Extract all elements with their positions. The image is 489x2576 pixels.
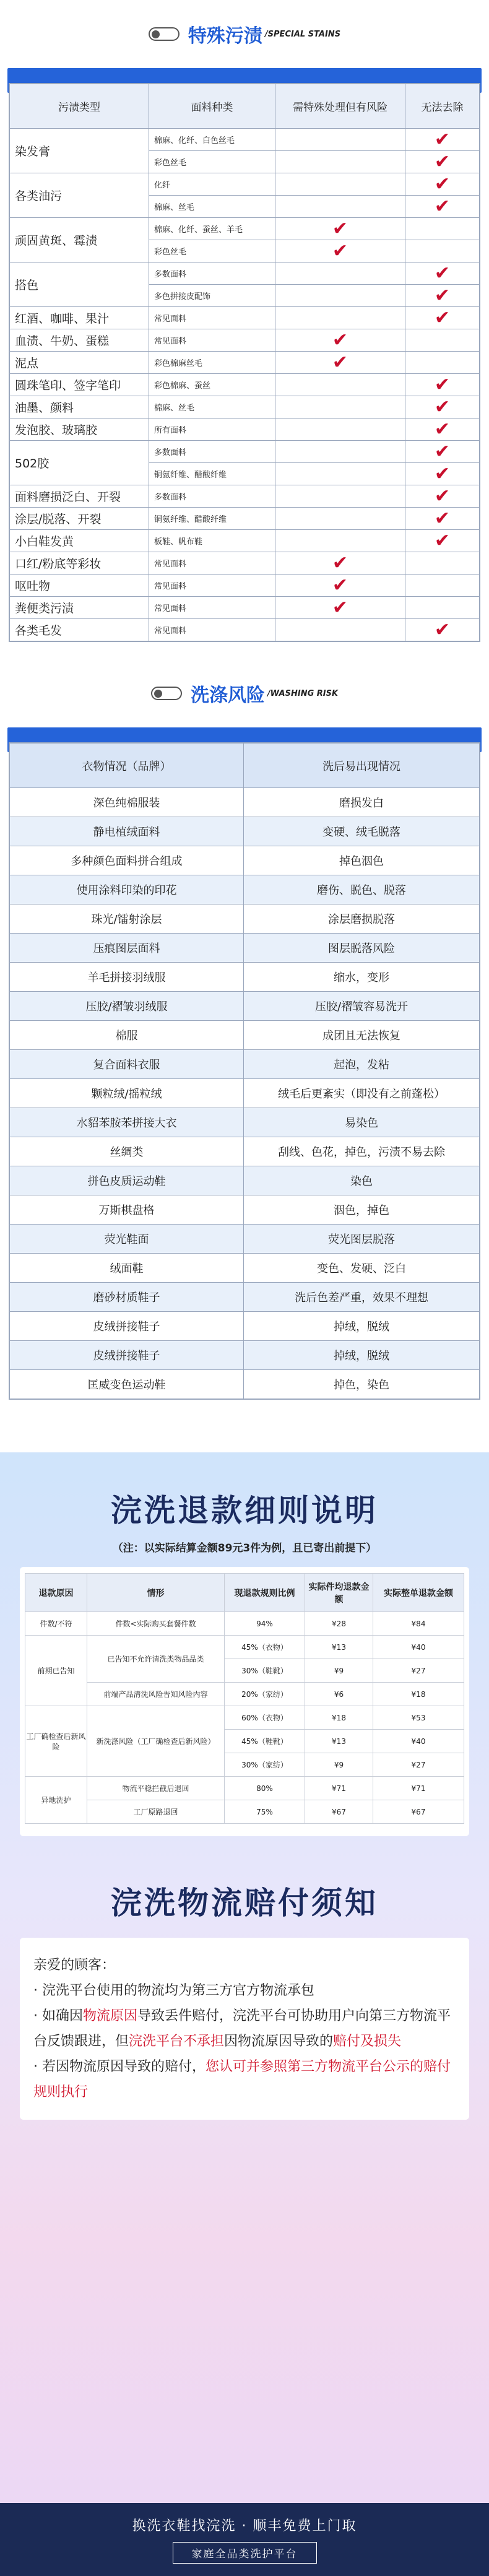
- risk-item: 万斯棋盘格: [10, 1195, 244, 1225]
- risk-row: [10, 1312, 480, 1341]
- risk-table-wrapper: [9, 742, 480, 1400]
- refund-total: ¥18: [373, 1683, 464, 1706]
- stain-row: [10, 329, 480, 352]
- footer-slogan: 换洗衣鞋找浣洗 · 顺丰免费上门取: [132, 2518, 357, 2534]
- stain-type: 泥点: [10, 352, 149, 374]
- refund-pct: 20%（家纺）: [225, 1683, 305, 1706]
- refund-card: [20, 1567, 469, 1836]
- stain-risk-cell: [275, 418, 405, 441]
- stain-type: 呕吐物: [10, 575, 149, 597]
- stain-risk-cell: [275, 307, 405, 329]
- risk-result: 荧光图层脱落: [244, 1225, 480, 1254]
- stain-risk-cell: [275, 396, 405, 418]
- stain-fabric: 多数面料: [149, 485, 275, 508]
- risk-row: [10, 1166, 480, 1195]
- stain-cannot-cell: [405, 173, 480, 196]
- stain-cannot-cell: [405, 151, 480, 173]
- stain-risk-cell: [275, 597, 405, 619]
- check-icon: ✔: [434, 396, 451, 418]
- risk-table-body: [10, 788, 480, 1399]
- check-icon: ✔: [434, 173, 451, 195]
- check-icon: ✔: [434, 462, 451, 485]
- risk-row: [10, 1254, 480, 1283]
- stain-cannot-cell: [405, 262, 480, 285]
- stain-fabric: 常见面料: [149, 575, 275, 597]
- refund-case: 工厂原路退回: [87, 1800, 225, 1824]
- check-icon: ✔: [332, 596, 348, 618]
- risk-item: 荧光鞋面: [10, 1225, 244, 1254]
- stain-type: 发泡胶、玻璃胶: [10, 418, 149, 441]
- refund-total: ¥67: [373, 1800, 464, 1824]
- stain-cannot-cell: [405, 285, 480, 307]
- risk-row: [10, 992, 480, 1021]
- stain-fabric: 多色拼接皮配饰: [149, 285, 275, 307]
- stain-risk-cell: [275, 374, 405, 396]
- stain-cannot-cell: [405, 240, 480, 262]
- stain-cannot-cell: [405, 619, 480, 641]
- check-icon: ✔: [434, 128, 451, 150]
- risk-result: 掉色洇色: [244, 846, 480, 875]
- refund-per: ¥9: [305, 1659, 373, 1683]
- stain-row: [10, 262, 480, 285]
- stain-risk-cell: [275, 196, 405, 218]
- stain-type: 顽固黄斑、霉渍: [10, 218, 149, 262]
- risk-item: 复合面料衣服: [10, 1050, 244, 1079]
- risk-result: 掉绒，脱绒: [244, 1312, 480, 1341]
- refund-total: ¥40: [373, 1636, 464, 1659]
- risk-result: 变色、发硬、泛白: [244, 1254, 480, 1283]
- stain-row: [10, 552, 480, 575]
- stain-type: 红酒、咖啡、果汁: [10, 307, 149, 329]
- refund-pct: 60%（衣物）: [225, 1706, 305, 1730]
- risk-item: 静电植绒面料: [10, 817, 244, 846]
- stain-cannot-cell: [405, 441, 480, 463]
- risk-item: 绒面鞋: [10, 1254, 244, 1283]
- refund-per: ¥71: [305, 1777, 373, 1800]
- stain-cannot-cell: [405, 352, 480, 374]
- refund-pct: 30%（鞋靴）: [225, 1659, 305, 1683]
- check-icon: ✔: [332, 351, 348, 373]
- stain-row: [10, 307, 480, 329]
- stain-risk-cell: [275, 619, 405, 641]
- risk-row: [10, 788, 480, 817]
- refund-case: 件数<实际购买套餐件数: [87, 1612, 225, 1636]
- stain-row: [10, 352, 480, 374]
- logistics-card: [20, 1938, 469, 2120]
- risk-row: [10, 1195, 480, 1225]
- risk-item: 压胶/褶皱羽绒服: [10, 992, 244, 1021]
- risk-row: [10, 934, 480, 963]
- refund-table-body: [25, 1612, 464, 1824]
- risk-result: 绒毛后更紊实（即没有之前蓬松）: [244, 1079, 480, 1108]
- logistics-title: 浣洗物流赔付须知: [111, 1885, 378, 1921]
- risk-title: 洗涤风险: [190, 685, 265, 706]
- risk-item: 拼色皮质运动鞋: [10, 1166, 244, 1195]
- refund-pct: 45%（衣物）: [225, 1636, 305, 1659]
- refund-total: ¥27: [373, 1753, 464, 1777]
- stains-subtitle: /SPECIAL STAINS: [264, 29, 341, 39]
- risk-row: [10, 1370, 480, 1399]
- risk-result: 图层脱落风险: [244, 934, 480, 963]
- stain-cannot-cell: [405, 597, 480, 619]
- risk-row: [10, 846, 480, 875]
- refund-per: ¥28: [305, 1612, 373, 1636]
- risk-row: [10, 1021, 480, 1050]
- stain-fabric: 多数面料: [149, 441, 275, 463]
- stain-type: 染发膏: [10, 129, 149, 173]
- stain-cannot-cell: [405, 218, 480, 240]
- stain-type: 小白鞋发黄: [10, 530, 149, 552]
- stain-type: 搭色: [10, 262, 149, 307]
- stain-fabric: 彩色棉麻丝毛: [149, 352, 275, 374]
- risk-item: 羊毛拼接羽绒服: [10, 963, 244, 992]
- risk-result: 掉色，染色: [244, 1370, 480, 1399]
- check-icon: ✔: [332, 574, 348, 596]
- stains-header-fabric: 面料种类: [149, 84, 275, 129]
- toggle-icon: [151, 687, 182, 700]
- stain-row: [10, 485, 480, 508]
- refund-pct: 75%: [225, 1800, 305, 1824]
- stain-risk-cell: [275, 129, 405, 151]
- refund-total: ¥27: [373, 1659, 464, 1683]
- risk-item: 颗粒绒/摇粒绒: [10, 1079, 244, 1108]
- stain-row: [10, 129, 480, 151]
- stain-risk-cell: [275, 151, 405, 173]
- stain-cannot-cell: [405, 374, 480, 396]
- stain-risk-cell: [275, 530, 405, 552]
- footer-tagline: 家庭全品类洗护平台: [173, 2542, 317, 2564]
- stain-cannot-cell: [405, 196, 480, 218]
- risk-row: [10, 1079, 480, 1108]
- stain-cannot-cell: [405, 329, 480, 352]
- check-icon: ✔: [332, 240, 348, 262]
- refund-reason: 前期已告知: [25, 1636, 87, 1706]
- stain-risk-cell: [275, 508, 405, 530]
- stain-cannot-cell: [405, 552, 480, 575]
- risk-result: 变硬、绒毛脱落: [244, 817, 480, 846]
- risk-table: [9, 743, 480, 1399]
- refund-row: [25, 1683, 464, 1706]
- refund-header-reason: 退款原因: [25, 1574, 87, 1612]
- stains-title: 特殊污渍: [188, 25, 262, 47]
- refund-per: ¥9: [305, 1753, 373, 1777]
- check-icon: ✔: [434, 195, 451, 217]
- stain-fabric: 彩色棉麻、蚕丝: [149, 374, 275, 396]
- stain-type: 502胶: [10, 441, 149, 485]
- stain-row: [10, 575, 480, 597]
- logistics-point-1: · 浣洗平台使用的物流均为第三方官方物流承包: [33, 1983, 314, 1998]
- stain-row: [10, 530, 480, 552]
- stain-row: [10, 396, 480, 418]
- risk-row: [10, 963, 480, 992]
- check-icon: ✔: [434, 150, 451, 173]
- risk-result: 易染色: [244, 1108, 480, 1137]
- stain-fabric: 常见面料: [149, 307, 275, 329]
- risk-item: 丝绸类: [10, 1137, 244, 1166]
- stain-row: [10, 619, 480, 641]
- check-icon: ✔: [332, 217, 348, 240]
- risk-row: [10, 875, 480, 904]
- stains-header-type: 污渍类型: [10, 84, 149, 129]
- stain-risk-cell: [275, 240, 405, 262]
- risk-header-result: 洗后易出现情况: [244, 744, 480, 788]
- risk-result: 压胶/褶皱容易洗开: [244, 992, 480, 1021]
- stain-risk-cell: [275, 329, 405, 352]
- risk-row: [10, 1137, 480, 1166]
- refund-per: ¥13: [305, 1730, 373, 1753]
- risk-result: 磨损发白: [244, 788, 480, 817]
- logistics-point-2: · 如确因物流原因导致丢件赔付，浣洗平台可协助用户向第三方物流平台反馈跟进，但浣洗平台不承担因物流原因导致的赔付及损失: [33, 2008, 451, 2049]
- check-icon: ✔: [434, 485, 451, 507]
- stain-fabric: 所有面料: [149, 418, 275, 441]
- footer: [0, 2503, 489, 2576]
- toggle-icon: [149, 27, 180, 41]
- refund-note: （注：以实际结算金额89元3件为例，且已寄出前提下）: [112, 1542, 377, 1555]
- risk-row: [10, 1225, 480, 1254]
- risk-item: 磨砂材质鞋子: [10, 1283, 244, 1312]
- stain-cannot-cell: [405, 575, 480, 597]
- risk-result: 磨伤、脱色、脱落: [244, 875, 480, 904]
- stain-cannot-cell: [405, 508, 480, 530]
- risk-result: 染色: [244, 1166, 480, 1195]
- refund-reason: 工厂确检查后新风险: [25, 1706, 87, 1777]
- risk-item: 压痕图层面料: [10, 934, 244, 963]
- stain-risk-cell: [275, 463, 405, 485]
- stain-cannot-cell: [405, 129, 480, 151]
- refund-header-per: 实际件均退款金额: [305, 1574, 373, 1612]
- stain-row: [10, 218, 480, 240]
- refund-title: 浣洗退款细则说明: [111, 1493, 378, 1529]
- refund-total: ¥40: [373, 1730, 464, 1753]
- stains-table-wrapper: [9, 83, 480, 642]
- stain-cannot-cell: [405, 530, 480, 552]
- stain-fabric: 板鞋、帆布鞋: [149, 530, 275, 552]
- stain-type: 圆珠笔印、签字笔印: [10, 374, 149, 396]
- refund-pct: 45%（鞋靴）: [225, 1730, 305, 1753]
- risk-item: 多种颜色面料拼合组成: [10, 846, 244, 875]
- check-icon: ✔: [434, 507, 451, 529]
- check-icon: ✔: [434, 373, 451, 396]
- stain-row: [10, 418, 480, 441]
- stain-fabric: 多数面料: [149, 262, 275, 285]
- risk-item: 棉服: [10, 1021, 244, 1050]
- stain-type: 各类油污: [10, 173, 149, 218]
- stain-fabric: 常见面料: [149, 597, 275, 619]
- risk-item: 使用涂料印染的印花: [10, 875, 244, 904]
- stain-fabric: 彩色丝毛: [149, 240, 275, 262]
- risk-row: [10, 1341, 480, 1370]
- stain-row: [10, 508, 480, 530]
- refund-header-total: 实际整单退款金额: [373, 1574, 464, 1612]
- risk-section-header: [0, 659, 489, 727]
- check-icon: ✔: [434, 284, 451, 306]
- stain-fabric: 彩色丝毛: [149, 151, 275, 173]
- logistics-greeting: 亲爱的顾客：: [33, 1958, 116, 1973]
- stain-fabric: 化纤: [149, 173, 275, 196]
- refund-reason: 件数/不符: [25, 1612, 87, 1636]
- stain-risk-cell: [275, 485, 405, 508]
- risk-item: 水貂苯胺苯拼接大衣: [10, 1108, 244, 1137]
- stains-table: [9, 84, 480, 641]
- stain-fabric: 棉麻、丝毛: [149, 196, 275, 218]
- stain-fabric: 铜氨纤维、醋酸纤维: [149, 508, 275, 530]
- risk-item: 深色纯棉服装: [10, 788, 244, 817]
- stain-type: 面料磨损泛白、开裂: [10, 485, 149, 508]
- refund-case: 物流平稳拦截后退回: [87, 1777, 225, 1800]
- stain-risk-cell: [275, 285, 405, 307]
- stain-risk-cell: [275, 262, 405, 285]
- refund-header-pct: 现退款规则比例: [225, 1574, 305, 1612]
- risk-row: [10, 904, 480, 934]
- stains-section-header: [0, 0, 489, 68]
- stain-risk-cell: [275, 575, 405, 597]
- stain-type: 油墨、颜料: [10, 396, 149, 418]
- stain-fabric: 常见面料: [149, 552, 275, 575]
- stain-fabric: 铜氨纤维、醋酸纤维: [149, 463, 275, 485]
- refund-per: ¥67: [305, 1800, 373, 1824]
- risk-row: [10, 817, 480, 846]
- check-icon: ✔: [332, 552, 348, 574]
- risk-result: 缩水，变形: [244, 963, 480, 992]
- risk-row: [10, 1108, 480, 1137]
- refund-reason: 异地洗护: [25, 1777, 87, 1824]
- refund-pct: 80%: [225, 1777, 305, 1800]
- risk-subtitle: /WASHING RISK: [267, 688, 339, 698]
- risk-item: 匡威变色运动鞋: [10, 1370, 244, 1399]
- risk-result: 成团且无法恢复: [244, 1021, 480, 1050]
- refund-row: [25, 1777, 464, 1800]
- check-icon: ✔: [434, 306, 451, 329]
- stain-type: 各类毛发: [10, 619, 149, 641]
- refund-row: [25, 1636, 464, 1659]
- risk-item: 珠光/镭射涂层: [10, 904, 244, 934]
- stain-type: 粪便类污渍: [10, 597, 149, 619]
- stain-fabric: 棉麻、丝毛: [149, 396, 275, 418]
- stain-cannot-cell: [405, 485, 480, 508]
- risk-row: [10, 1283, 480, 1312]
- stain-cannot-cell: [405, 463, 480, 485]
- stain-type: 口红/粉底等彩妆: [10, 552, 149, 575]
- stains-header-cannot: 无法去除: [405, 84, 480, 129]
- risk-result: 掉绒，脱绒: [244, 1341, 480, 1370]
- refund-case: 前端产品清洗风险告知风险内容: [87, 1683, 225, 1706]
- refund-pct: 30%（家纺）: [225, 1753, 305, 1777]
- stain-risk-cell: [275, 352, 405, 374]
- risk-item: 皮绒拼接鞋子: [10, 1312, 244, 1341]
- stains-table-body: [10, 129, 480, 641]
- stain-fabric: 棉麻、化纤、蚕丝、羊毛: [149, 218, 275, 240]
- refund-case: 新洗涤风险（工厂确检查后新风险）: [87, 1706, 225, 1777]
- check-icon: ✔: [332, 329, 348, 351]
- refund-total: ¥71: [373, 1777, 464, 1800]
- check-icon: ✔: [434, 418, 451, 440]
- stain-row: [10, 374, 480, 396]
- refund-row: [25, 1706, 464, 1730]
- refund-header-case: 情形: [87, 1574, 225, 1612]
- check-icon: ✔: [434, 262, 451, 284]
- refund-case: 已告知不允许清洗类物品品类: [87, 1636, 225, 1683]
- stain-type: 血渍、牛奶、蛋糕: [10, 329, 149, 352]
- stain-cannot-cell: [405, 418, 480, 441]
- check-icon: ✔: [434, 529, 451, 552]
- risk-header-item: 衣物情况（品牌）: [10, 744, 244, 788]
- stain-row: [10, 173, 480, 196]
- refund-total: ¥53: [373, 1706, 464, 1730]
- risk-row: [10, 1050, 480, 1079]
- stain-risk-cell: [275, 441, 405, 463]
- refund-per: ¥6: [305, 1683, 373, 1706]
- stain-fabric: 常见面料: [149, 619, 275, 641]
- risk-result: 洇色，掉色: [244, 1195, 480, 1225]
- refund-per: ¥13: [305, 1636, 373, 1659]
- risk-result: 起泡，发粘: [244, 1050, 480, 1079]
- stain-fabric: 棉麻、化纤、白色丝毛: [149, 129, 275, 151]
- stains-header-risk: 需特殊处理但有风险: [275, 84, 405, 129]
- risk-result: 洗后色差严重，效果不理想: [244, 1283, 480, 1312]
- stain-row: [10, 441, 480, 463]
- refund-table: [25, 1573, 464, 1824]
- stain-risk-cell: [275, 218, 405, 240]
- refund-logistics-block: [0, 1452, 489, 2576]
- stain-row: [10, 597, 480, 619]
- risk-result: 涂层磨损脱落: [244, 904, 480, 934]
- stain-cannot-cell: [405, 396, 480, 418]
- risk-result: 刮线、色花，掉色，污渍不易去除: [244, 1137, 480, 1166]
- risk-item: 皮绒拼接鞋子: [10, 1341, 244, 1370]
- stain-risk-cell: [275, 552, 405, 575]
- check-icon: ✔: [434, 440, 451, 462]
- refund-per: ¥18: [305, 1706, 373, 1730]
- refund-pct: 94%: [225, 1612, 305, 1636]
- stain-cannot-cell: [405, 307, 480, 329]
- check-icon: ✔: [434, 618, 451, 641]
- refund-total: ¥84: [373, 1612, 464, 1636]
- stain-risk-cell: [275, 173, 405, 196]
- refund-row: [25, 1800, 464, 1824]
- stain-type: 涂层/脱落、开裂: [10, 508, 149, 530]
- logistics-point-3: · 若因物流原因导致的赔付，您认可并参照第三方物流平台公示的赔付规则执行: [33, 2059, 451, 2100]
- refund-row: [25, 1612, 464, 1636]
- stain-fabric: 常见面料: [149, 329, 275, 352]
